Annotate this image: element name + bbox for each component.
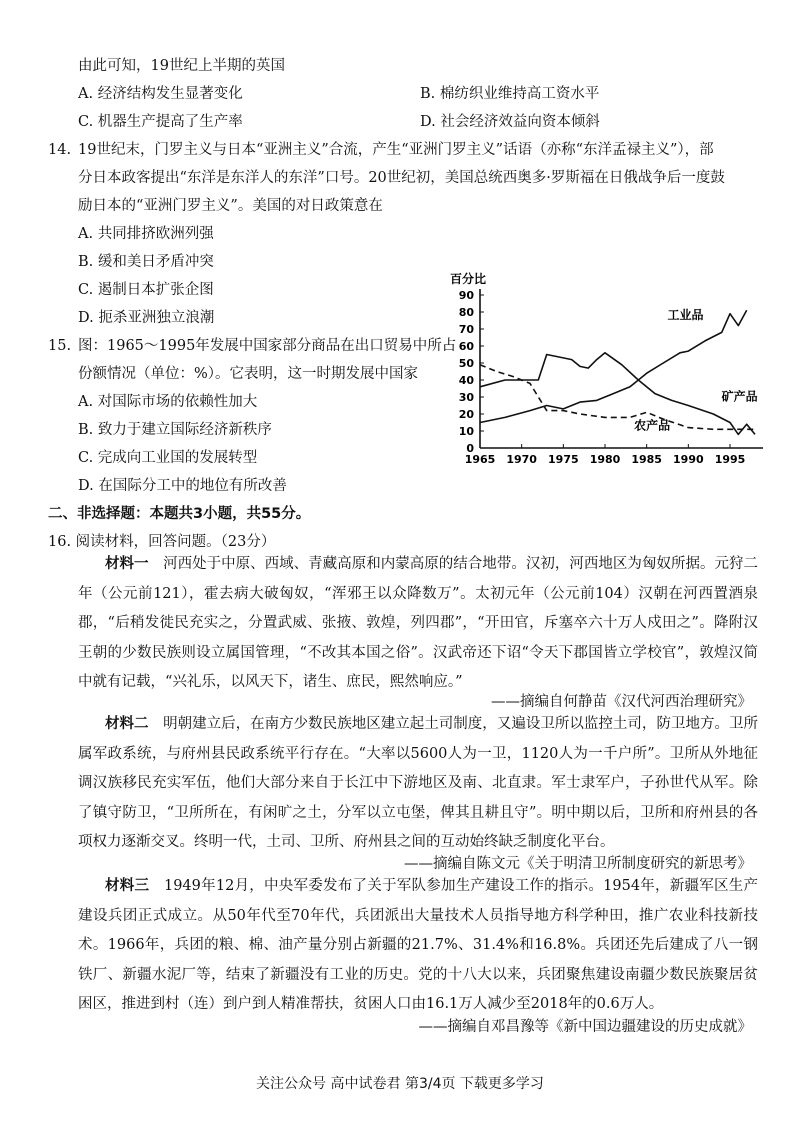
y-tick-label: 40 bbox=[458, 374, 474, 387]
q14-stem-line-3: 励日本的“亚洲门罗主义”。美国的对日政策意在 bbox=[78, 198, 383, 214]
q14-option-c[interactable]: C. 遏制日本扩张企图 bbox=[78, 282, 214, 298]
x-tick-label: 1995 bbox=[714, 453, 746, 466]
q14-stem-line-2: 分日本政客提出“东洋是东洋人的东洋”口号。20世纪初，美国总统西奥多·罗斯福在日俄战争后一度鼓 bbox=[78, 170, 725, 186]
series-label-1: 工业品 bbox=[667, 307, 704, 322]
q15-number: 15. bbox=[48, 338, 72, 354]
q15-stem-line-2: 份额情况（单位：%）。它表明，这一时期发展中国家 bbox=[78, 366, 419, 382]
material-2-label: 材料二 bbox=[105, 716, 149, 732]
series-label-3: 农产品 bbox=[634, 418, 671, 433]
y-tick-label: 0 bbox=[466, 442, 474, 455]
q15-option-d[interactable]: D. 在国际分工中的地位有所改善 bbox=[78, 478, 287, 494]
material-1-source: ——摘编自何静苗《汉代河西治理研究》 bbox=[491, 694, 752, 710]
q15-option-a[interactable]: A. 对国际市场的依赖性加大 bbox=[78, 394, 258, 410]
y-tick-label: 90 bbox=[458, 289, 474, 302]
material-3-text: 1949年12月，中央军委发布了关于军队参加生产建设工作的指示。1954年，新疆军区生产建设兵团正式成立。从50年代至70年代，兵团派出大量技术人员指导地方科学种田，推广农业科技新技术。1966年，兵团的粮、棉、油产量分别占新疆的21.7%、31.4%和16.8%。兵团还先后建成了八一钢铁厂、新疆水泥厂等，结束了新疆没有工业的历史。党的十八大以来，兵团聚焦建设南疆少数民族聚居贫困区，推进到村（连）到户到人精准帮扶，贫困人口由16.1万人减少至2018年的0.6万人。 bbox=[78, 878, 758, 1012]
x-tick-label: 1980 bbox=[589, 453, 621, 466]
y-tick-label: 50 bbox=[458, 357, 474, 370]
material-1 bbox=[78, 550, 758, 698]
series-line-3 bbox=[480, 365, 755, 433]
q14-stem-line-1: 19世纪末，门罗主义与日本“亚洲主义”合流，产生“亚洲门罗主义”话语（亦称“东洋孟禄主义”），部 bbox=[78, 142, 714, 158]
x-tick-label: 1965 bbox=[464, 453, 496, 466]
material-2 bbox=[78, 710, 758, 858]
q16-heading: 16. 阅读材料，回答问题。（23分） bbox=[48, 534, 276, 550]
q14-option-a[interactable]: A. 共同排挤欧洲列强 bbox=[78, 226, 214, 242]
material-2-source: ——摘编自陈文元《关于明清卫所制度研究的新思考》 bbox=[404, 856, 752, 872]
material-3-label: 材料三 bbox=[105, 878, 150, 894]
material-3 bbox=[78, 872, 758, 1020]
x-tick-label: 1985 bbox=[631, 453, 662, 466]
material-3-source: ——摘编自邓昌豫等《新中国边疆建设的历史成就》 bbox=[418, 1019, 752, 1035]
y-tick-label: 60 bbox=[458, 340, 474, 353]
y-tick-label: 70 bbox=[458, 323, 474, 336]
series-line-1 bbox=[480, 307, 747, 422]
material-2-text: 明朝建立后，在南方少数民族地区建立起土司制度，又遍设卫所以监控土司，防卫地方。卫所属军政系统，与府州县民政系统平行存在。“大率以5600人为一卫，1120人为一千户所”。卫所从外地征调汉族移民充实军伍，他们大部分来自于长江中下游地区及南、北直隶。军士隶军户，子孙世代从军。除了镇守防卫，“卫所所在，有闲旷之土，分军以立屯堡，俾其且耕且守”。明中期以后，卫所和府州县的各项权力逐渐交叉。终明一代，土司、卫所、府州县之间的互动始终缺乏制度化平台。 bbox=[78, 716, 759, 850]
q13-option-b[interactable]: B. 棉纺织业维持高工资水平 bbox=[420, 86, 600, 102]
export-share-line-chart bbox=[440, 250, 770, 480]
q14-option-d[interactable]: D. 扼杀亚洲独立浪潮 bbox=[78, 310, 215, 326]
y-axis-label: 百分比 bbox=[450, 272, 487, 286]
section-2-heading: 二、非选择题：本题共3小题，共55分。 bbox=[48, 506, 311, 522]
q15-stem-line-1: 图：1965～1995年发展中国家部分商品在出口贸易中所占 bbox=[78, 338, 457, 354]
q15-option-c[interactable]: C. 完成向工业国的发展转型 bbox=[78, 450, 258, 466]
q13-option-d[interactable]: D. 社会经济效益向资本倾斜 bbox=[420, 114, 600, 130]
q13-option-a[interactable]: A. 经济结构发生显著变化 bbox=[78, 86, 243, 102]
y-tick-label: 30 bbox=[458, 391, 474, 404]
y-tick-label: 80 bbox=[458, 306, 474, 319]
x-tick-label: 1970 bbox=[506, 453, 537, 466]
material-1-text: 河西处于中原、西域、青藏高原和内蒙高原的结合地带。汉初，河西地区为匈奴所据。元狩二年（公元前121），霍去病大破匈奴，“浑邪王以众降数万”。太初元年（公元前104）汉朝在河西置酒泉郡，“后稍发徙民充实之，分置武威、张掖、敦煌，列四郡”，“开田官，斥塞卒六十万人戍田之”。降附汉王朝的少数民族则设立属国管理，“不改其本国之俗”。汉武帝还下诏“令天下郡国皆立学校官”，敦煌汉简中就有记载，“兴礼乐，以风天下，诸生、庶民，熙然响应。” bbox=[78, 556, 759, 690]
series-label-2: 矿产品 bbox=[721, 389, 758, 404]
material-1-label: 材料一 bbox=[105, 556, 149, 572]
x-tick-label: 1975 bbox=[548, 453, 579, 466]
q13-stem: 由此可知，19世纪上半期的英国 bbox=[78, 58, 285, 74]
y-tick-label: 20 bbox=[458, 408, 474, 421]
y-tick-label: 10 bbox=[458, 425, 474, 438]
q14-option-b[interactable]: B. 缓和美日矛盾冲突 bbox=[78, 254, 214, 270]
q15-option-b[interactable]: B. 致力于建立国际经济新秩序 bbox=[78, 422, 272, 438]
series-line-2 bbox=[480, 353, 755, 435]
q14-number: 14. bbox=[48, 142, 72, 158]
page-footer: 关注公众号 高中试卷君 第3/4页 下载更多学习 bbox=[256, 1076, 544, 1092]
q13-option-c[interactable]: C. 机器生产提高了生产率 bbox=[78, 114, 243, 130]
x-tick-label: 1990 bbox=[673, 453, 704, 466]
